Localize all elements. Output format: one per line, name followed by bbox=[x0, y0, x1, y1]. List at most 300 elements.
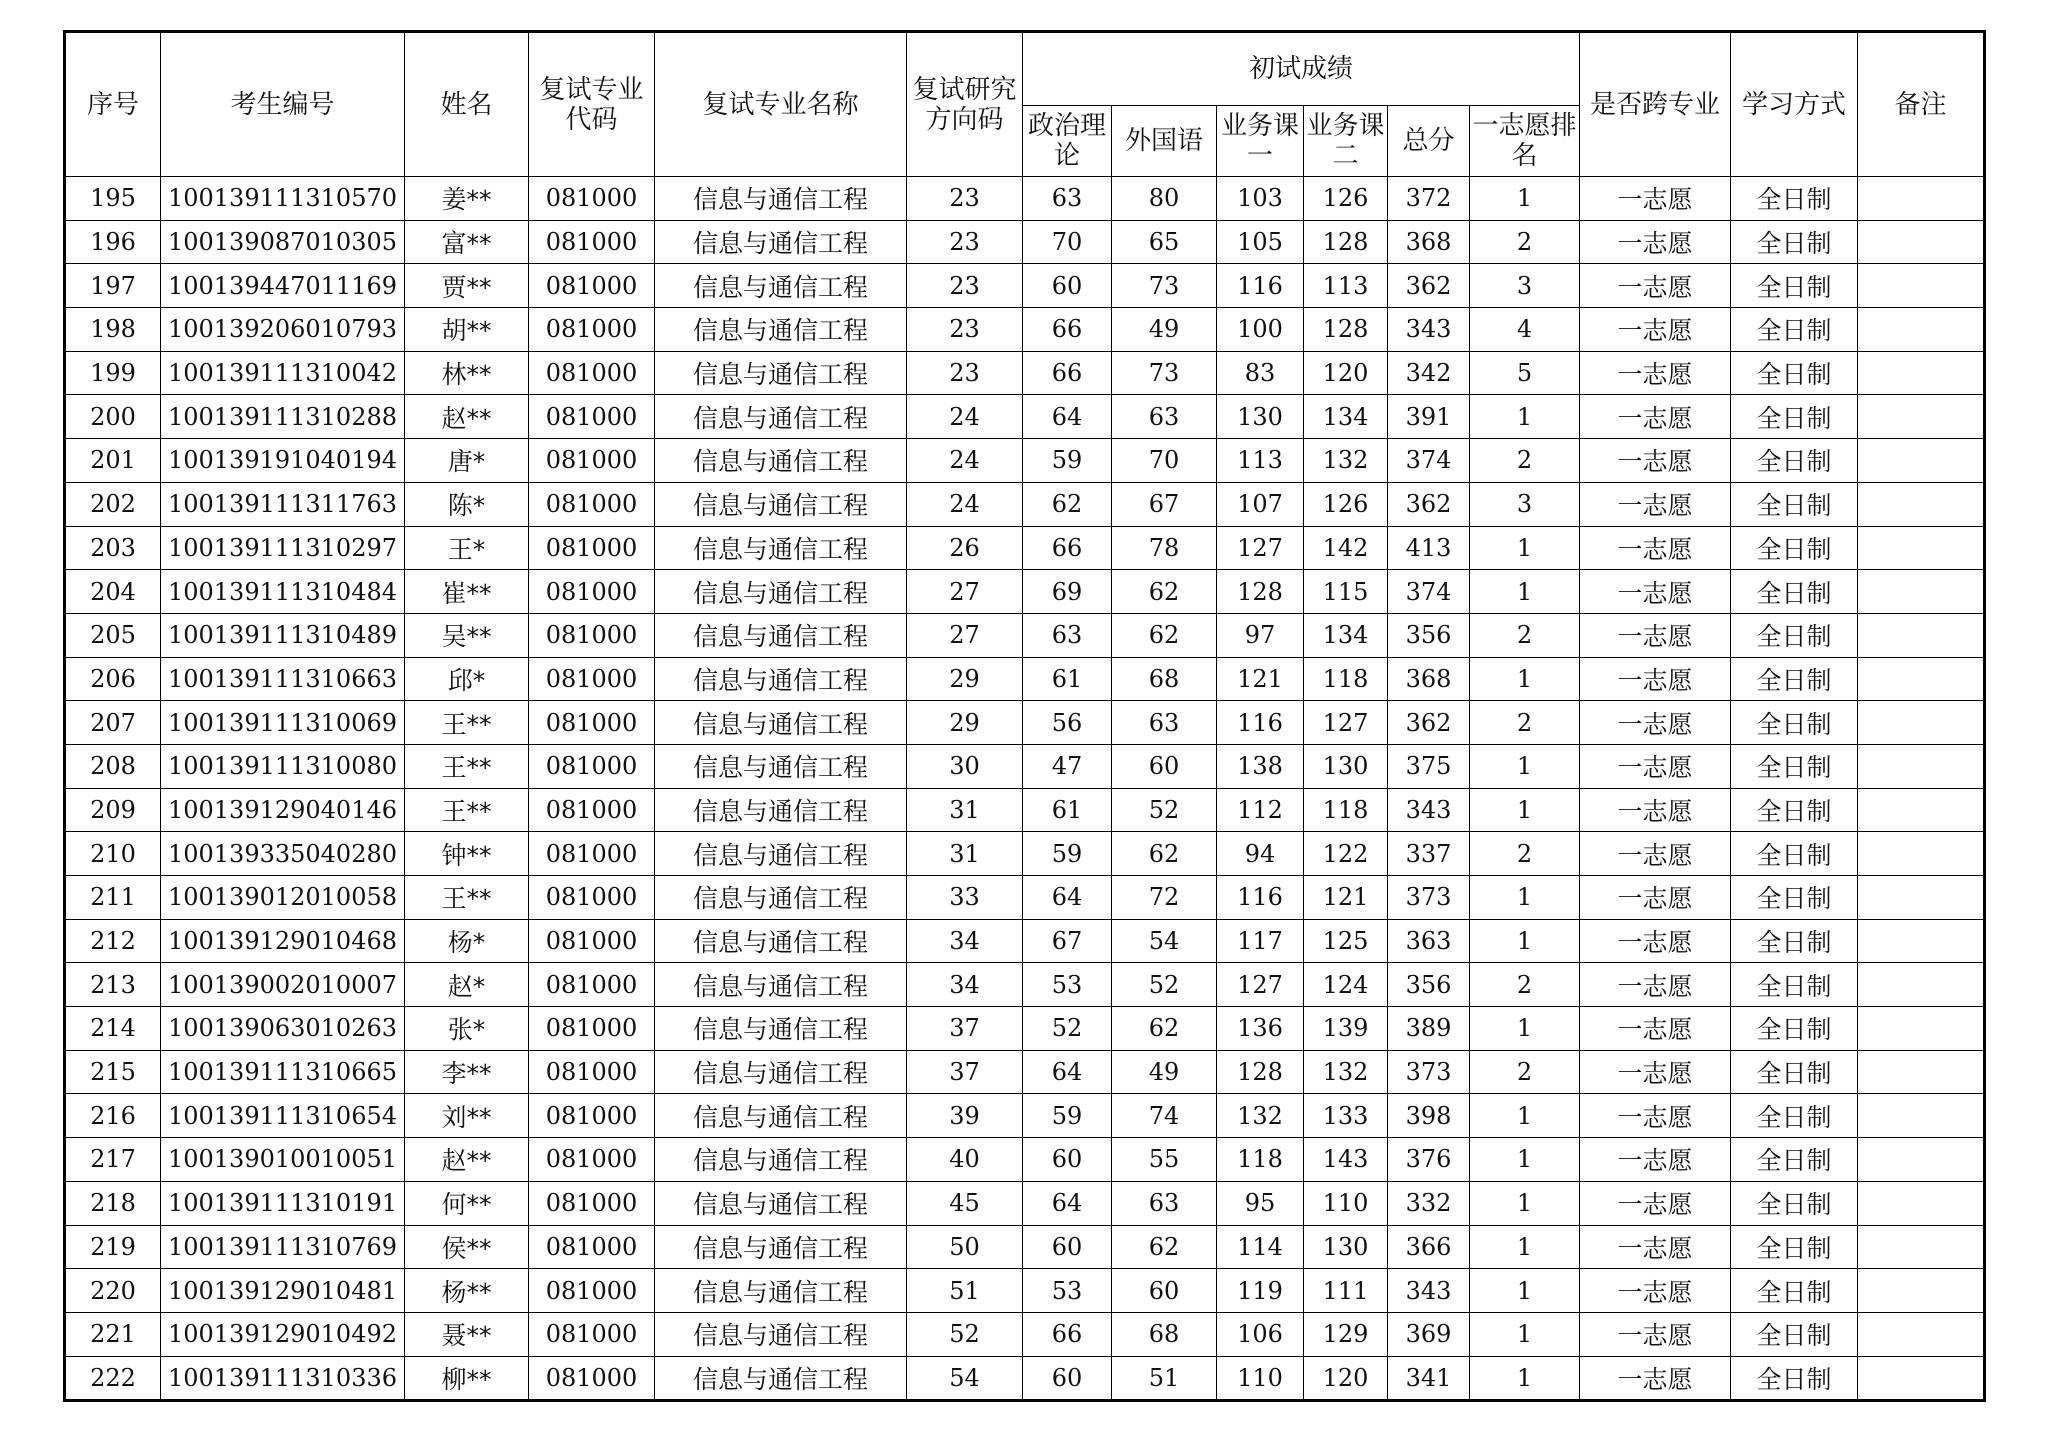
cell-study-mode: 全日制 bbox=[1731, 351, 1858, 395]
cell-politics: 70 bbox=[1023, 220, 1112, 264]
cell-cross-major: 一志愿 bbox=[1580, 1312, 1731, 1356]
admission-results-table bbox=[63, 30, 1986, 1402]
cell-remarks bbox=[1858, 744, 1985, 788]
cell-total: 372 bbox=[1388, 177, 1470, 221]
cell-name: 赵* bbox=[405, 963, 529, 1007]
table-row bbox=[65, 1312, 1985, 1356]
cell-politics: 59 bbox=[1023, 1094, 1112, 1138]
cell-cross-major: 一志愿 bbox=[1580, 264, 1731, 308]
cell-major-name: 信息与通信工程 bbox=[655, 1094, 907, 1138]
cell-cross-major: 一志愿 bbox=[1580, 177, 1731, 221]
cell-politics: 60 bbox=[1023, 264, 1112, 308]
cell-major-name: 信息与通信工程 bbox=[655, 744, 907, 788]
cell-foreign-lang: 51 bbox=[1112, 1356, 1217, 1401]
cell-seq: 212 bbox=[65, 919, 161, 963]
cell-politics: 53 bbox=[1023, 1269, 1112, 1313]
cell-politics: 66 bbox=[1023, 308, 1112, 352]
cell-major-code: 081000 bbox=[529, 1007, 655, 1051]
cell-foreign-lang: 60 bbox=[1112, 744, 1217, 788]
cell-foreign-lang: 52 bbox=[1112, 963, 1217, 1007]
cell-seq: 199 bbox=[65, 351, 161, 395]
cell-foreign-lang: 78 bbox=[1112, 526, 1217, 570]
cell-politics: 52 bbox=[1023, 1007, 1112, 1051]
cell-course1: 106 bbox=[1217, 1312, 1304, 1356]
table-row bbox=[65, 1050, 1985, 1094]
cell-course2: 134 bbox=[1304, 395, 1388, 439]
cell-major-code: 081000 bbox=[529, 482, 655, 526]
cell-course1: 100 bbox=[1217, 308, 1304, 352]
cell-name: 聂** bbox=[405, 1312, 529, 1356]
cell-remarks bbox=[1858, 1138, 1985, 1182]
cell-exam-id: 100139129040146 bbox=[161, 788, 405, 832]
cell-remarks bbox=[1858, 1094, 1985, 1138]
cell-rank: 1 bbox=[1470, 1269, 1580, 1313]
cell-rank: 2 bbox=[1470, 701, 1580, 745]
cell-name: 胡** bbox=[405, 308, 529, 352]
cell-direction-code: 24 bbox=[907, 482, 1023, 526]
cell-foreign-lang: 55 bbox=[1112, 1138, 1217, 1182]
cell-course2: 126 bbox=[1304, 177, 1388, 221]
cell-course1: 136 bbox=[1217, 1007, 1304, 1051]
cell-name: 林** bbox=[405, 351, 529, 395]
header-initial-scores: 初试成绩 bbox=[1023, 32, 1580, 106]
cell-total: 342 bbox=[1388, 351, 1470, 395]
cell-seq: 211 bbox=[65, 876, 161, 920]
table-row bbox=[65, 1007, 1985, 1051]
cell-seq: 217 bbox=[65, 1138, 161, 1182]
cell-foreign-lang: 68 bbox=[1112, 657, 1217, 701]
cell-total: 356 bbox=[1388, 963, 1470, 1007]
cell-seq: 219 bbox=[65, 1225, 161, 1269]
cell-seq: 198 bbox=[65, 308, 161, 352]
cell-study-mode: 全日制 bbox=[1731, 1050, 1858, 1094]
cell-major-name: 信息与通信工程 bbox=[655, 220, 907, 264]
cell-remarks bbox=[1858, 1181, 1985, 1225]
cell-major-code: 081000 bbox=[529, 570, 655, 614]
cell-study-mode: 全日制 bbox=[1731, 744, 1858, 788]
table-row bbox=[65, 439, 1985, 483]
table-body bbox=[65, 177, 1985, 1401]
cell-total: 368 bbox=[1388, 657, 1470, 701]
cell-study-mode: 全日制 bbox=[1731, 788, 1858, 832]
cell-course2: 121 bbox=[1304, 876, 1388, 920]
table-row bbox=[65, 1138, 1985, 1182]
cell-exam-id: 100139111310484 bbox=[161, 570, 405, 614]
cell-exam-id: 100139111310042 bbox=[161, 351, 405, 395]
cell-politics: 64 bbox=[1023, 1181, 1112, 1225]
cell-name: 姜** bbox=[405, 177, 529, 221]
cell-cross-major: 一志愿 bbox=[1580, 701, 1731, 745]
cell-total: 343 bbox=[1388, 308, 1470, 352]
cell-course1: 107 bbox=[1217, 482, 1304, 526]
cell-exam-id: 100139111310069 bbox=[161, 701, 405, 745]
cell-cross-major: 一志愿 bbox=[1580, 1007, 1731, 1051]
cell-major-code: 081000 bbox=[529, 963, 655, 1007]
cell-direction-code: 34 bbox=[907, 963, 1023, 1007]
cell-course1: 95 bbox=[1217, 1181, 1304, 1225]
cell-foreign-lang: 80 bbox=[1112, 177, 1217, 221]
cell-major-name: 信息与通信工程 bbox=[655, 395, 907, 439]
cell-study-mode: 全日制 bbox=[1731, 832, 1858, 876]
cell-major-name: 信息与通信工程 bbox=[655, 701, 907, 745]
table-row bbox=[65, 177, 1985, 221]
cell-major-code: 081000 bbox=[529, 1181, 655, 1225]
cell-study-mode: 全日制 bbox=[1731, 963, 1858, 1007]
cell-exam-id: 100139111310654 bbox=[161, 1094, 405, 1138]
cell-total: 343 bbox=[1388, 788, 1470, 832]
cell-direction-code: 30 bbox=[907, 744, 1023, 788]
cell-study-mode: 全日制 bbox=[1731, 1269, 1858, 1313]
cell-rank: 1 bbox=[1470, 570, 1580, 614]
cell-course1: 121 bbox=[1217, 657, 1304, 701]
header-foreign-lang: 外国语 bbox=[1112, 106, 1217, 177]
cell-direction-code: 27 bbox=[907, 613, 1023, 657]
cell-politics: 60 bbox=[1023, 1356, 1112, 1401]
cell-seq: 204 bbox=[65, 570, 161, 614]
cell-foreign-lang: 63 bbox=[1112, 1181, 1217, 1225]
cell-name: 富** bbox=[405, 220, 529, 264]
cell-remarks bbox=[1858, 264, 1985, 308]
cell-rank: 1 bbox=[1470, 788, 1580, 832]
table-row bbox=[65, 657, 1985, 701]
cell-exam-id: 100139111310080 bbox=[161, 744, 405, 788]
cell-direction-code: 37 bbox=[907, 1007, 1023, 1051]
cell-remarks bbox=[1858, 788, 1985, 832]
cell-major-name: 信息与通信工程 bbox=[655, 351, 907, 395]
table-row bbox=[65, 788, 1985, 832]
cell-direction-code: 54 bbox=[907, 1356, 1023, 1401]
cell-study-mode: 全日制 bbox=[1731, 701, 1858, 745]
header-remarks: 备注 bbox=[1858, 32, 1985, 177]
cell-rank: 1 bbox=[1470, 1094, 1580, 1138]
cell-politics: 47 bbox=[1023, 744, 1112, 788]
cell-direction-code: 51 bbox=[907, 1269, 1023, 1313]
cell-course1: 110 bbox=[1217, 1356, 1304, 1401]
cell-study-mode: 全日制 bbox=[1731, 482, 1858, 526]
cell-exam-id: 100139129010481 bbox=[161, 1269, 405, 1313]
cell-major-name: 信息与通信工程 bbox=[655, 526, 907, 570]
cell-major-name: 信息与通信工程 bbox=[655, 876, 907, 920]
cell-major-name: 信息与通信工程 bbox=[655, 308, 907, 352]
cell-course1: 112 bbox=[1217, 788, 1304, 832]
cell-total: 366 bbox=[1388, 1225, 1470, 1269]
cell-major-code: 081000 bbox=[529, 264, 655, 308]
cell-major-name: 信息与通信工程 bbox=[655, 832, 907, 876]
cell-exam-id: 100139111310769 bbox=[161, 1225, 405, 1269]
cell-course2: 120 bbox=[1304, 1356, 1388, 1401]
cell-remarks bbox=[1858, 832, 1985, 876]
cell-major-code: 081000 bbox=[529, 1094, 655, 1138]
cell-major-code: 081000 bbox=[529, 395, 655, 439]
cell-rank: 1 bbox=[1470, 526, 1580, 570]
cell-study-mode: 全日制 bbox=[1731, 876, 1858, 920]
cell-course1: 128 bbox=[1217, 1050, 1304, 1094]
cell-remarks bbox=[1858, 395, 1985, 439]
cell-exam-id: 100139002010007 bbox=[161, 963, 405, 1007]
cell-major-code: 081000 bbox=[529, 832, 655, 876]
cell-major-code: 081000 bbox=[529, 613, 655, 657]
table-row bbox=[65, 1094, 1985, 1138]
cell-seq: 209 bbox=[65, 788, 161, 832]
cell-major-name: 信息与通信工程 bbox=[655, 1181, 907, 1225]
cell-cross-major: 一志愿 bbox=[1580, 919, 1731, 963]
cell-total: 362 bbox=[1388, 482, 1470, 526]
cell-study-mode: 全日制 bbox=[1731, 613, 1858, 657]
cell-remarks bbox=[1858, 1050, 1985, 1094]
table-row bbox=[65, 351, 1985, 395]
cell-foreign-lang: 73 bbox=[1112, 264, 1217, 308]
cell-study-mode: 全日制 bbox=[1731, 395, 1858, 439]
cell-rank: 1 bbox=[1470, 1007, 1580, 1051]
cell-rank: 1 bbox=[1470, 744, 1580, 788]
cell-total: 363 bbox=[1388, 919, 1470, 963]
cell-foreign-lang: 67 bbox=[1112, 482, 1217, 526]
cell-seq: 218 bbox=[65, 1181, 161, 1225]
cell-name: 陈* bbox=[405, 482, 529, 526]
cell-cross-major: 一志愿 bbox=[1580, 744, 1731, 788]
cell-direction-code: 50 bbox=[907, 1225, 1023, 1269]
cell-rank: 2 bbox=[1470, 613, 1580, 657]
cell-name: 赵** bbox=[405, 1138, 529, 1182]
cell-cross-major: 一志愿 bbox=[1580, 832, 1731, 876]
cell-study-mode: 全日制 bbox=[1731, 657, 1858, 701]
cell-cross-major: 一志愿 bbox=[1580, 351, 1731, 395]
cell-politics: 63 bbox=[1023, 613, 1112, 657]
cell-course2: 128 bbox=[1304, 308, 1388, 352]
cell-politics: 61 bbox=[1023, 657, 1112, 701]
cell-study-mode: 全日制 bbox=[1731, 919, 1858, 963]
cell-rank: 1 bbox=[1470, 177, 1580, 221]
cell-major-name: 信息与通信工程 bbox=[655, 1312, 907, 1356]
cell-rank: 2 bbox=[1470, 439, 1580, 483]
cell-major-name: 信息与通信工程 bbox=[655, 919, 907, 963]
cell-direction-code: 23 bbox=[907, 351, 1023, 395]
cell-course1: 113 bbox=[1217, 439, 1304, 483]
cell-total: 373 bbox=[1388, 1050, 1470, 1094]
cell-remarks bbox=[1858, 439, 1985, 483]
table-row bbox=[65, 832, 1985, 876]
cell-cross-major: 一志愿 bbox=[1580, 1356, 1731, 1401]
cell-politics: 63 bbox=[1023, 177, 1112, 221]
cell-cross-major: 一志愿 bbox=[1580, 1181, 1731, 1225]
table-row bbox=[65, 744, 1985, 788]
cell-total: 362 bbox=[1388, 701, 1470, 745]
cell-remarks bbox=[1858, 220, 1985, 264]
cell-foreign-lang: 62 bbox=[1112, 570, 1217, 614]
cell-total: 376 bbox=[1388, 1138, 1470, 1182]
cell-total: 362 bbox=[1388, 264, 1470, 308]
cell-course2: 124 bbox=[1304, 963, 1388, 1007]
cell-exam-id: 100139111311763 bbox=[161, 482, 405, 526]
cell-major-code: 081000 bbox=[529, 876, 655, 920]
cell-rank: 4 bbox=[1470, 308, 1580, 352]
cell-major-code: 081000 bbox=[529, 788, 655, 832]
cell-remarks bbox=[1858, 1312, 1985, 1356]
cell-course2: 120 bbox=[1304, 351, 1388, 395]
cell-study-mode: 全日制 bbox=[1731, 526, 1858, 570]
cell-course2: 134 bbox=[1304, 613, 1388, 657]
cell-major-code: 081000 bbox=[529, 1356, 655, 1401]
cell-major-code: 081000 bbox=[529, 1138, 655, 1182]
cell-major-name: 信息与通信工程 bbox=[655, 1356, 907, 1401]
cell-major-name: 信息与通信工程 bbox=[655, 570, 907, 614]
cell-study-mode: 全日制 bbox=[1731, 439, 1858, 483]
cell-foreign-lang: 72 bbox=[1112, 876, 1217, 920]
cell-total: 356 bbox=[1388, 613, 1470, 657]
cell-study-mode: 全日制 bbox=[1731, 1225, 1858, 1269]
cell-study-mode: 全日制 bbox=[1731, 1312, 1858, 1356]
cell-study-mode: 全日制 bbox=[1731, 220, 1858, 264]
cell-major-name: 信息与通信工程 bbox=[655, 1269, 907, 1313]
cell-cross-major: 一志愿 bbox=[1580, 308, 1731, 352]
cell-rank: 2 bbox=[1470, 220, 1580, 264]
cell-politics: 60 bbox=[1023, 1225, 1112, 1269]
cell-exam-id: 100139111310297 bbox=[161, 526, 405, 570]
cell-seq: 208 bbox=[65, 744, 161, 788]
cell-rank: 1 bbox=[1470, 1312, 1580, 1356]
cell-course2: 125 bbox=[1304, 919, 1388, 963]
cell-major-name: 信息与通信工程 bbox=[655, 177, 907, 221]
cell-politics: 66 bbox=[1023, 526, 1112, 570]
cell-rank: 1 bbox=[1470, 1225, 1580, 1269]
cell-foreign-lang: 62 bbox=[1112, 613, 1217, 657]
cell-course1: 127 bbox=[1217, 526, 1304, 570]
cell-remarks bbox=[1858, 919, 1985, 963]
cell-cross-major: 一志愿 bbox=[1580, 1269, 1731, 1313]
table-row bbox=[65, 308, 1985, 352]
header-politics: 政治理论 bbox=[1023, 106, 1112, 177]
cell-remarks bbox=[1858, 1269, 1985, 1313]
cell-cross-major: 一志愿 bbox=[1580, 788, 1731, 832]
cell-name: 刘** bbox=[405, 1094, 529, 1138]
cell-major-name: 信息与通信工程 bbox=[655, 788, 907, 832]
cell-seq: 200 bbox=[65, 395, 161, 439]
cell-seq: 215 bbox=[65, 1050, 161, 1094]
cell-major-name: 信息与通信工程 bbox=[655, 439, 907, 483]
cell-major-code: 081000 bbox=[529, 308, 655, 352]
cell-exam-id: 100139206010793 bbox=[161, 308, 405, 352]
cell-rank: 5 bbox=[1470, 351, 1580, 395]
cell-remarks bbox=[1858, 351, 1985, 395]
cell-foreign-lang: 60 bbox=[1112, 1269, 1217, 1313]
cell-course2: 133 bbox=[1304, 1094, 1388, 1138]
cell-cross-major: 一志愿 bbox=[1580, 963, 1731, 1007]
cell-foreign-lang: 63 bbox=[1112, 395, 1217, 439]
cell-name: 王** bbox=[405, 701, 529, 745]
cell-total: 374 bbox=[1388, 570, 1470, 614]
cell-cross-major: 一志愿 bbox=[1580, 1050, 1731, 1094]
cell-exam-id: 100139129010468 bbox=[161, 919, 405, 963]
table-row bbox=[65, 264, 1985, 308]
cell-total: 369 bbox=[1388, 1312, 1470, 1356]
cell-exam-id: 100139447011169 bbox=[161, 264, 405, 308]
cell-remarks bbox=[1858, 308, 1985, 352]
cell-course2: 139 bbox=[1304, 1007, 1388, 1051]
cell-major-name: 信息与通信工程 bbox=[655, 613, 907, 657]
cell-course1: 138 bbox=[1217, 744, 1304, 788]
cell-direction-code: 24 bbox=[907, 439, 1023, 483]
cell-exam-id: 100139012010058 bbox=[161, 876, 405, 920]
cell-major-code: 081000 bbox=[529, 220, 655, 264]
header-cross-major: 是否跨专业 bbox=[1580, 32, 1731, 177]
cell-total: 332 bbox=[1388, 1181, 1470, 1225]
cell-course2: 118 bbox=[1304, 788, 1388, 832]
table-row bbox=[65, 919, 1985, 963]
cell-name: 王* bbox=[405, 526, 529, 570]
table-header bbox=[65, 32, 1985, 177]
cell-cross-major: 一志愿 bbox=[1580, 1225, 1731, 1269]
cell-major-code: 081000 bbox=[529, 919, 655, 963]
cell-name: 何** bbox=[405, 1181, 529, 1225]
cell-course2: 130 bbox=[1304, 1225, 1388, 1269]
cell-course1: 130 bbox=[1217, 395, 1304, 439]
cell-cross-major: 一志愿 bbox=[1580, 220, 1731, 264]
cell-seq: 214 bbox=[65, 1007, 161, 1051]
cell-course1: 127 bbox=[1217, 963, 1304, 1007]
cell-rank: 1 bbox=[1470, 1138, 1580, 1182]
cell-course1: 118 bbox=[1217, 1138, 1304, 1182]
cell-course2: 132 bbox=[1304, 439, 1388, 483]
cell-major-name: 信息与通信工程 bbox=[655, 657, 907, 701]
cell-major-code: 081000 bbox=[529, 351, 655, 395]
cell-foreign-lang: 62 bbox=[1112, 1225, 1217, 1269]
cell-name: 贾** bbox=[405, 264, 529, 308]
table-row bbox=[65, 876, 1985, 920]
cell-total: 389 bbox=[1388, 1007, 1470, 1051]
cell-rank: 1 bbox=[1470, 1356, 1580, 1401]
cell-direction-code: 34 bbox=[907, 919, 1023, 963]
cell-foreign-lang: 62 bbox=[1112, 832, 1217, 876]
cell-study-mode: 全日制 bbox=[1731, 308, 1858, 352]
header-exam-id: 考生编号 bbox=[161, 32, 405, 177]
cell-course1: 97 bbox=[1217, 613, 1304, 657]
cell-major-code: 081000 bbox=[529, 1225, 655, 1269]
cell-course1: 132 bbox=[1217, 1094, 1304, 1138]
cell-course1: 116 bbox=[1217, 876, 1304, 920]
cell-major-name: 信息与通信工程 bbox=[655, 1050, 907, 1094]
table-row bbox=[65, 526, 1985, 570]
table-row bbox=[65, 1225, 1985, 1269]
cell-major-code: 081000 bbox=[529, 744, 655, 788]
cell-cross-major: 一志愿 bbox=[1580, 570, 1731, 614]
cell-remarks bbox=[1858, 963, 1985, 1007]
cell-course1: 128 bbox=[1217, 570, 1304, 614]
cell-exam-id: 100139111310191 bbox=[161, 1181, 405, 1225]
table-row bbox=[65, 220, 1985, 264]
cell-foreign-lang: 62 bbox=[1112, 1007, 1217, 1051]
cell-seq: 203 bbox=[65, 526, 161, 570]
cell-rank: 1 bbox=[1470, 1181, 1580, 1225]
cell-exam-id: 100139111310665 bbox=[161, 1050, 405, 1094]
cell-course2: 128 bbox=[1304, 220, 1388, 264]
cell-politics: 59 bbox=[1023, 832, 1112, 876]
cell-rank: 3 bbox=[1470, 482, 1580, 526]
cell-course2: 122 bbox=[1304, 832, 1388, 876]
cell-remarks bbox=[1858, 701, 1985, 745]
table-row bbox=[65, 395, 1985, 439]
cell-politics: 64 bbox=[1023, 876, 1112, 920]
cell-major-code: 081000 bbox=[529, 1050, 655, 1094]
cell-course2: 113 bbox=[1304, 264, 1388, 308]
cell-remarks bbox=[1858, 526, 1985, 570]
cell-course2: 126 bbox=[1304, 482, 1388, 526]
table-row bbox=[65, 1269, 1985, 1313]
cell-seq: 206 bbox=[65, 657, 161, 701]
cell-seq: 197 bbox=[65, 264, 161, 308]
header-name: 姓名 bbox=[405, 32, 529, 177]
cell-rank: 2 bbox=[1470, 832, 1580, 876]
cell-name: 杨* bbox=[405, 919, 529, 963]
